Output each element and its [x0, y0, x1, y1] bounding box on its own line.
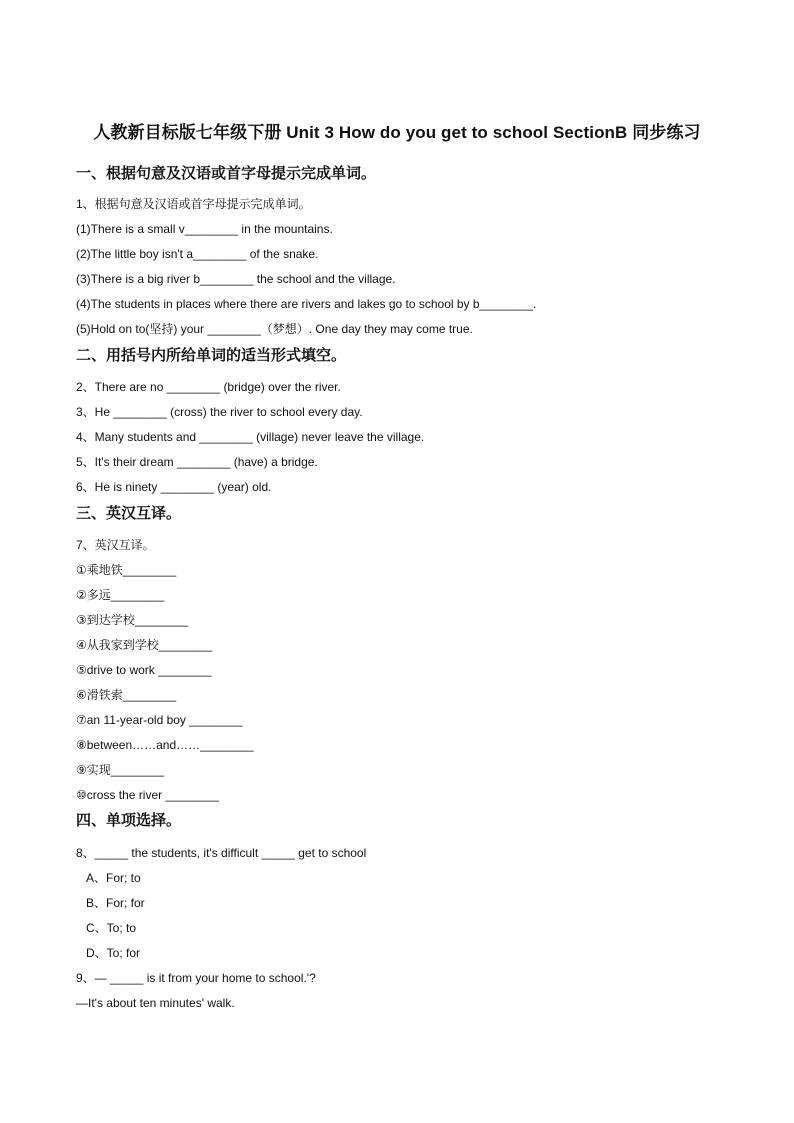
question-1-item: (4)The students in places where there are rivers and lakes go to school by b________.: [76, 297, 537, 311]
question-8-option-c: C、To; to: [86, 921, 137, 935]
question-9-answer-line: —It's about ten minutes' walk.: [76, 996, 235, 1010]
question-1-instruction: 1、根据句意及汉语或首字母提示完成单词。: [76, 197, 311, 211]
translation-item: ⑩cross the river ________: [76, 788, 219, 802]
page-title: 人教新目标版七年级下册 Unit 3 How do you get to school SectionB 同步练习: [93, 123, 701, 142]
section-heading-2: 二、用括号内所给单词的适当形式填空。: [76, 346, 347, 364]
question-7-instruction: 7、英汉互译。: [76, 538, 155, 552]
section-heading-4: 四、单项选择。: [76, 811, 182, 829]
question-1-item: (1)There is a small v________ in the mountains.: [76, 222, 333, 236]
section-heading-1: 一、根据句意及汉语或首字母提示完成单词。: [76, 164, 377, 182]
translation-item: ②多远________: [76, 588, 165, 602]
question-8: 8、_____ the students, it's difficult _____ get to school: [76, 846, 367, 860]
question-1-item: (3)There is a big river b________ the school and the village.: [76, 272, 396, 286]
question-9: 9、— _____ is it from your home to school.'?: [76, 971, 316, 985]
translation-item: ⑦an 11-year-old boy ________: [76, 713, 243, 727]
question-1-item: (5)Hold on to(坚持) your ________（梦想）. One day they may come true.: [76, 322, 473, 336]
question-4: 4、Many students and ________ (village) never leave the village.: [76, 430, 425, 444]
translation-item: ⑤drive to work ________: [76, 663, 212, 677]
question-8-option-a: A、For; to: [86, 871, 141, 885]
section-heading-3: 三、英汉互译。: [76, 504, 182, 522]
question-3: 3、He ________ (cross) the river to school every day.: [76, 405, 363, 419]
question-2: 2、There are no ________ (bridge) over the river.: [76, 380, 341, 394]
question-6: 6、He is ninety ________ (year) old.: [76, 480, 272, 494]
question-5: 5、It's their dream ________ (have) a bridge.: [76, 455, 318, 469]
translation-item: ⑧between……and……________: [76, 738, 254, 752]
question-1-item: (2)The little boy isn't a________ of the snake.: [76, 247, 319, 261]
translation-item: ⑨实现________: [76, 763, 165, 777]
translation-item: ④从我家到学校________: [76, 638, 213, 652]
translation-item: ⑥滑铁索________: [76, 688, 177, 702]
question-8-option-d: D、To; for: [86, 946, 141, 960]
question-8-option-b: B、For; for: [86, 896, 145, 910]
translation-item: ③到达学校________: [76, 613, 189, 627]
translation-item: ①乘地铁________: [76, 563, 177, 577]
